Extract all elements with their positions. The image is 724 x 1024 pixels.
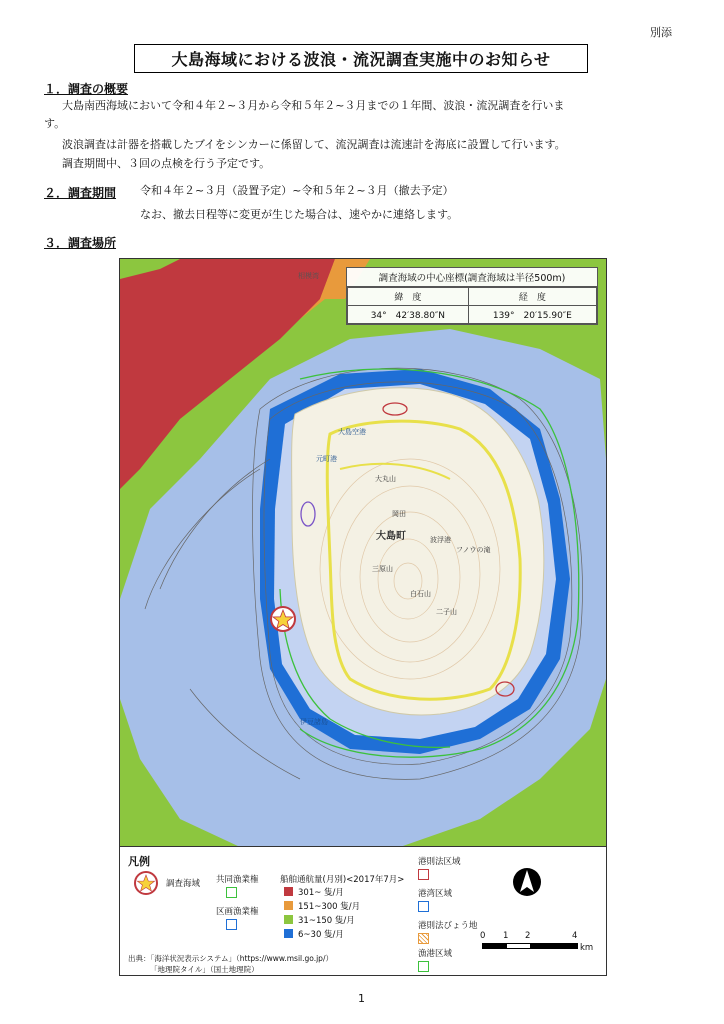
density-swatch <box>284 915 293 924</box>
legend-district-fishing: 区画漁業権 <box>216 907 259 917</box>
label-habuminato: 波浮港 <box>430 536 451 544</box>
label-mihara: 三原山 <box>372 565 393 573</box>
label-ohmaru: 大丸山 <box>375 475 396 483</box>
label-oshima-town: 大島町 <box>376 531 406 542</box>
scale-label-1: 1 <box>503 931 509 941</box>
density-label: 31~150 隻/月 <box>298 916 355 926</box>
coordinate-caption: 調査海域の中心座標(調査海域は半径500m) <box>347 268 597 287</box>
port-area-swatch <box>418 869 429 880</box>
label-izu: 伊豆諸島 <box>300 718 328 726</box>
label-shiraishi: 白石山 <box>410 590 431 598</box>
legend-common-fishing: 共同漁業権 <box>216 875 259 885</box>
label-motomachi-port: 元町港 <box>316 455 337 463</box>
density-swatch <box>284 929 293 938</box>
lon-header: 経 度 <box>468 288 596 306</box>
north-arrow-icon <box>512 865 542 899</box>
map-legend <box>119 846 607 976</box>
section1-line1: 大島南西海域において令和４年２~３月から令和５年２~３月までの１年間、波浪・流況調査を行いま <box>62 99 565 112</box>
density-swatch <box>284 887 293 896</box>
legend-density-title: 船舶通航量(月別)<2017年7月> <box>280 875 405 885</box>
lat-header: 緯 度 <box>348 288 469 306</box>
legend-title: 凡例 <box>128 855 150 868</box>
legend-port-area: 港則法区域 <box>418 857 461 867</box>
lat-value: 34° 42′38.80″N <box>348 306 469 324</box>
survey-area-legend-icon <box>132 869 160 897</box>
label-fuku: フノウの滝 <box>456 546 491 554</box>
legend-port-fairway: 港則法びょう地 <box>418 921 478 931</box>
attachment-label: 別添 <box>650 26 672 39</box>
lon-value: 139° 20′15.90″E <box>468 306 596 324</box>
density-label: 6~30 隻/月 <box>298 930 344 940</box>
common-fishing-swatch <box>226 887 237 898</box>
density-label: 301~ 隻/月 <box>298 888 344 898</box>
section2-period: 令和４年２~３月（設置予定）~令和５年２~３月（撤去予定） <box>140 184 454 197</box>
section3-heading: ３．調査場所 <box>44 236 117 250</box>
section1-line3: 調査期間中、３回の点検を行う予定です。 <box>62 157 271 170</box>
section1-line2: 波浪調査は計器を搭載したブイをシンカーに係留して、流況調査は流速計を海底に設置して行います。 <box>62 138 566 151</box>
label-airport: 大島空港 <box>338 428 366 436</box>
label-sagami: 相模湾 <box>298 272 319 280</box>
density-swatch <box>284 901 293 910</box>
scale-unit: km <box>580 943 594 953</box>
map-graphic <box>120 259 606 847</box>
survey-map <box>119 258 607 848</box>
section2-note: なお、撤去日程等に変更が生じた場合は、速やかに連絡します。 <box>140 208 459 221</box>
port-fairway-swatch <box>418 933 429 944</box>
label-futago: 二子山 <box>436 608 457 616</box>
harbor-area-swatch <box>418 901 429 912</box>
label-okada: 岡田 <box>392 510 406 518</box>
section2-heading: ２．調査期間 <box>44 186 117 200</box>
scale-label-0: 0 <box>480 931 486 941</box>
scale-label-4: 4 <box>572 931 578 941</box>
section1-heading: １．調査の概要 <box>44 82 129 96</box>
scale-bar <box>482 943 578 949</box>
legend-fishing-port: 漁港区域 <box>418 949 453 959</box>
page-number: 1 <box>358 992 365 1005</box>
legend-harbor-area: 港湾区域 <box>418 889 453 899</box>
survey-area-marker <box>271 607 295 631</box>
density-label: 151~300 隻/月 <box>298 902 361 912</box>
section1-line1b: す。 <box>44 117 66 130</box>
document-title: 大島海域における波浪・流況調査実施中のお知らせ <box>134 44 588 73</box>
legend-survey-area: 調査海域 <box>166 879 201 889</box>
source-line-2: 「地理院タイル」（国土地理院） <box>150 965 259 974</box>
district-fishing-swatch <box>226 919 237 930</box>
fishing-port-swatch <box>418 961 429 972</box>
scale-label-2: 2 <box>525 931 531 941</box>
source-line-1: 出典：「海洋状況表示システム」（https://www.msil.go.jp/） <box>128 954 333 963</box>
coordinate-table <box>346 267 598 325</box>
